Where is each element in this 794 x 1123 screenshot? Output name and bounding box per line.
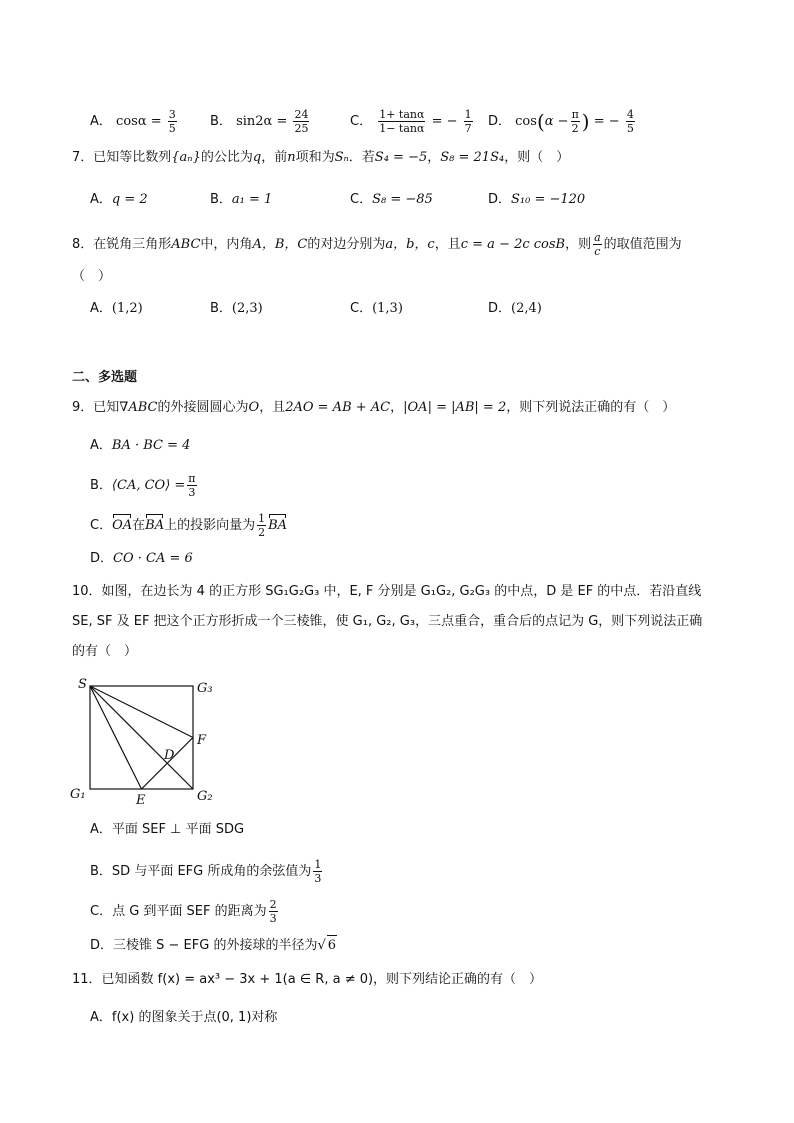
segment-sf [90,686,193,738]
q9-stem: 9．已知∇ABC的外接圆圆心为O，且2AO = AB + AC，|OA| = |AB| = 2，则下列说法正确的有（ ） [72,400,676,415]
q7-option-a: A．q = 2 [90,192,148,207]
q7-option-c: C．S₈ = −85 [350,192,433,207]
q7-option-d: D．S₁₀ = −120 [488,192,586,207]
q8-option-a: A．(1,2) [90,301,143,316]
q10-stem-line-3: 的有（ ） [72,644,138,659]
segment-sg2 [167,763,193,789]
q6-option-d: D． cos(α − $\frac{\pi}{2}$ ) = − $\frac{4}{5}$ [488,108,634,135]
q10-stem-line-1: 10．如图，在边长为 4 的正方形 SG₁G₂G₃ 中，E, F 分别是 G₁G₂, G₂G₃ 的中点，D 是 EF 的中点．若沿直线 [72,584,702,599]
q6-option-c: C． $\frac{1+ \tan\alpha}{1- \tan\alpha}$ = − $\frac{1}{7}$ [350,108,472,135]
square-fold-figure [60,670,230,815]
section-title: 二、多选题 [72,370,138,385]
q11-stem: 11．已知函数 f(x) = ax³ − 3x + 1(a ∈ R, a ≠ 0)，则下列结论正确的有（ ） [72,972,543,987]
q9-option-b: B．⟨CA, CO⟩ = $\frac{\pi}{3}$ [90,472,196,499]
q8-option-d: D．(2,4) [488,301,542,316]
segment-se [90,686,142,789]
q10-option-b: B．SD 与平面 EFG 所成角的余弦值为 $\frac{1}{3}$ [90,858,322,885]
q9-option-d: D．CO · CA = 6 [90,551,193,566]
q8-stem: 8．在锐角三角形ABC中，内角A，B，C的对边分别为a，b，c，且c = a − 2c cosB，则 $\frac{a}{c}$ 的取值范围为 [72,231,682,258]
label-g1: G₁ [70,787,86,802]
label-e: E [136,793,146,808]
q10-stem-line-2: SE, SF 及 EF 把这个正方形折成一个三棱锥，使 G₁, G₂, G₃，三点重合，重合后的点记为 G，则下列说法正确 [72,614,703,629]
label-f: F [197,733,207,748]
q7-option-b: B．a₁ = 1 [210,192,273,207]
q6-option-a: A． cosα = $\frac{3}{5}$ [90,108,176,135]
q10-option-c: C．点 G 到平面 SEF 的距离为 $\frac{2}{3}$ [90,898,277,925]
segment-sd [90,686,167,763]
q6-option-b: B． sin2α = $\frac{24}{25}$ [210,108,309,135]
q7-stem: 7．已知等比数列{aₙ}的公比为q，前n项和为Sₙ．若S₄ = −5，S₈ = 21S₄，则（ ） [72,150,570,165]
label-g3: G₃ [197,681,213,696]
q11-option-a: A．f(x) 的图象关于点(0, 1)对称 [90,1010,278,1025]
q9-option-c: C．OA在BA上的投影向量为 $\frac{1}{2}$ BA [90,512,288,539]
q10-option-d: D．三棱锥 S − EFG 的外接球的半径为√ 6 [90,935,337,956]
label-s: S [78,677,87,692]
label-d: D [164,748,175,763]
q8-option-c: C．(1,3) [350,301,403,316]
q9-option-a: A．BA · BC = 4 [90,438,191,453]
q10-option-a: A．平面 SEF ⊥ 平面 SDG [90,822,245,837]
q8-stem-end: （ ） [72,269,112,284]
label-g2: G₂ [197,789,213,804]
q8-option-b: B．(2,3) [210,301,263,316]
